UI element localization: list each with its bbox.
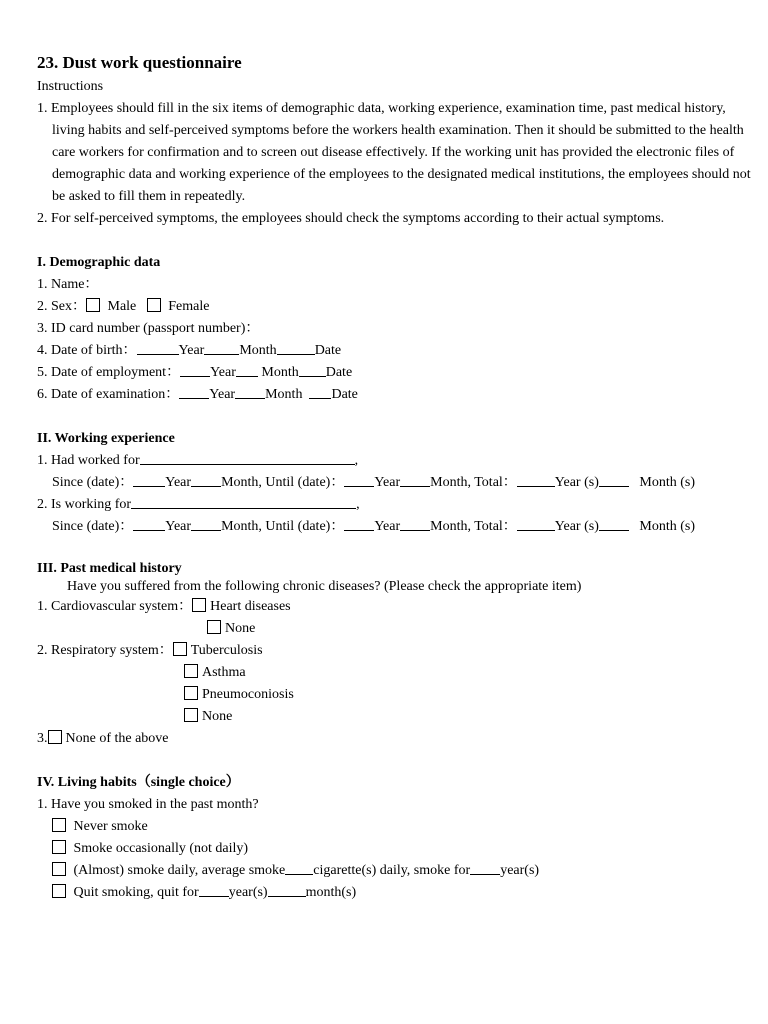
had-worked-comma: , — [354, 453, 359, 468]
daily-smoke-label-3: year(s) — [500, 863, 540, 878]
resp-none-label: None — [202, 709, 233, 724]
until-year-label: Year — [374, 475, 401, 490]
since-month-field[interactable] — [191, 516, 221, 531]
until-year-field[interactable] — [344, 472, 374, 487]
quit-years-field[interactable] — [199, 882, 229, 897]
quit-months-field[interactable] — [268, 882, 306, 897]
pneumo-label: Pneumoconiosis — [202, 687, 294, 702]
total-month-field[interactable] — [599, 516, 629, 531]
instruction-item-2: 2. For self-perceived symptoms, the employees should check the symptoms according to their actual symptoms. — [37, 211, 665, 226]
dob-month-field[interactable] — [204, 340, 239, 355]
male-checkbox[interactable] — [86, 298, 100, 312]
never-smoke-checkbox[interactable] — [52, 818, 66, 832]
total-year-label: Year (s) — [554, 475, 599, 490]
occasional-smoke-label: Smoke occasionally (not daily) — [73, 841, 249, 856]
cigarettes-per-day-field[interactable] — [285, 860, 313, 875]
resp-none-checkbox[interactable] — [184, 708, 198, 722]
examination-month-field[interactable] — [235, 384, 265, 399]
total-label: Month, Total： — [430, 475, 517, 490]
daily-smoke-label: (Almost) smoke daily, average smoke — [73, 863, 286, 878]
instructions — [37, 76, 752, 230]
total-year-field[interactable] — [517, 472, 555, 487]
heart-label: Heart diseases — [210, 599, 291, 614]
examination-label: 6. Date of examination： — [37, 387, 180, 402]
instructions-heading: Instructions — [37, 79, 104, 94]
total-month-label: Month (s) — [639, 475, 695, 490]
smoke-years-field[interactable] — [470, 860, 500, 875]
since-label: Since (date)： — [52, 475, 134, 490]
examination-date-field[interactable] — [309, 384, 331, 399]
never-smoke-label: Never smoke — [73, 819, 148, 834]
pneumo-checkbox[interactable] — [184, 686, 198, 700]
none-above-checkbox[interactable] — [48, 730, 62, 744]
since-year-label: Year — [165, 519, 192, 534]
occasional-smoke-checkbox[interactable] — [52, 840, 66, 854]
name-label: 1. Name： — [37, 277, 99, 292]
employment-label: 5. Date of employment： — [37, 365, 181, 380]
employment-date-field[interactable] — [299, 362, 326, 377]
questionnaire-page — [37, 50, 752, 904]
medical-heading: III. Past medical history — [37, 561, 182, 576]
quit-months-label: month(s) — [305, 885, 357, 900]
is-working-comma: , — [356, 497, 360, 512]
daily-smoke-checkbox[interactable] — [52, 862, 66, 876]
employment-month-field[interactable] — [236, 362, 258, 377]
is-working-label: 2. Is working for — [37, 497, 132, 512]
habits-heading: IV. Living habits（single choice） — [37, 775, 240, 790]
quit-smoke-checkbox[interactable] — [52, 884, 66, 898]
asthma-label: Asthma — [202, 665, 246, 680]
is-working-field[interactable] — [131, 494, 356, 509]
since-label: Since (date)： — [52, 519, 134, 534]
quit-smoke-label: Quit smoking, quit for — [73, 885, 199, 900]
asthma-checkbox[interactable] — [184, 664, 198, 678]
since-year-label: Year — [165, 475, 192, 490]
had-worked-label: 1. Had worked for — [37, 453, 140, 468]
total-month-label: Month (s) — [639, 519, 695, 534]
tb-checkbox[interactable] — [173, 642, 187, 656]
until-label: Month, Until (date)： — [221, 519, 345, 534]
total-year-field[interactable] — [517, 516, 555, 531]
female-label: Female — [168, 299, 210, 314]
female-checkbox[interactable] — [147, 298, 161, 312]
until-month-field[interactable] — [400, 516, 430, 531]
working-heading: II. Working experience — [37, 431, 175, 446]
demographic-heading: I. Demographic data — [37, 255, 161, 270]
examination-month-label: Month — [265, 387, 303, 402]
id-label: 3. ID card number (passport number)： — [37, 321, 260, 336]
dob-date-label: Date — [314, 343, 342, 358]
dob-year-label: Year — [178, 343, 205, 358]
cardio-none-label: None — [225, 621, 256, 636]
medical-question: Have you suffered from the following chronic diseases? (Please check the appropriate item) — [67, 579, 582, 594]
quit-years-label: year(s) — [228, 885, 268, 900]
resp-label: 2. Respiratory system： — [37, 643, 173, 658]
since-month-field[interactable] — [191, 472, 221, 487]
page-title: 23. Dust work questionnaire — [37, 53, 242, 72]
had-worked-field[interactable] — [140, 450, 355, 465]
dob-month-label: Month — [239, 343, 277, 358]
cardio-none-checkbox[interactable] — [207, 620, 221, 634]
dob-label: 4. Date of birth： — [37, 343, 137, 358]
employment-year-label: Year — [210, 365, 236, 380]
daily-smoke-label-2: cigarette(s) daily, smoke for — [313, 863, 471, 878]
none-above-label: None of the above — [65, 731, 169, 746]
until-year-field[interactable] — [344, 516, 374, 531]
sex-label: 2. Sex： — [37, 299, 86, 314]
until-year-label: Year — [374, 519, 401, 534]
employment-month-label: Month — [261, 365, 299, 380]
instruction-item-1: 1. Employees should fill in the six items of demographic data, working experience, examination time, past medical history, living habits and self-perceived symptoms before the workers health examination. Then it should be submitted to the health care workers for confirmation and to screen out disease effectively. If the working unit has provided the electronic files of demographic data and working experience of the employees to the designated medical institutions, the employees should not be asked to fill them in repeatedly. — [37, 101, 751, 204]
employment-date-label: Date — [325, 365, 353, 380]
until-month-field[interactable] — [400, 472, 430, 487]
dob-date-field[interactable] — [277, 340, 315, 355]
male-label: Male — [107, 299, 137, 314]
since-year-field[interactable] — [133, 472, 165, 487]
since-year-field[interactable] — [133, 516, 165, 531]
total-month-field[interactable] — [599, 472, 629, 487]
smoke-question: 1. Have you smoked in the past month? — [37, 797, 259, 812]
examination-date-label: Date — [331, 387, 358, 402]
none-above-number: 3. — [37, 731, 48, 746]
dob-year-field[interactable] — [137, 340, 179, 355]
tb-label: Tuberculosis — [190, 643, 263, 658]
heart-checkbox[interactable] — [192, 598, 206, 612]
employment-year-field[interactable] — [180, 362, 210, 377]
cardio-label: 1. Cardiovascular system： — [37, 599, 193, 614]
examination-year-field[interactable] — [179, 384, 209, 399]
until-label: Month, Until (date)： — [221, 475, 345, 490]
total-year-label: Year (s) — [554, 519, 599, 534]
examination-year-label: Year — [209, 387, 236, 402]
total-label: Month, Total： — [430, 519, 517, 534]
